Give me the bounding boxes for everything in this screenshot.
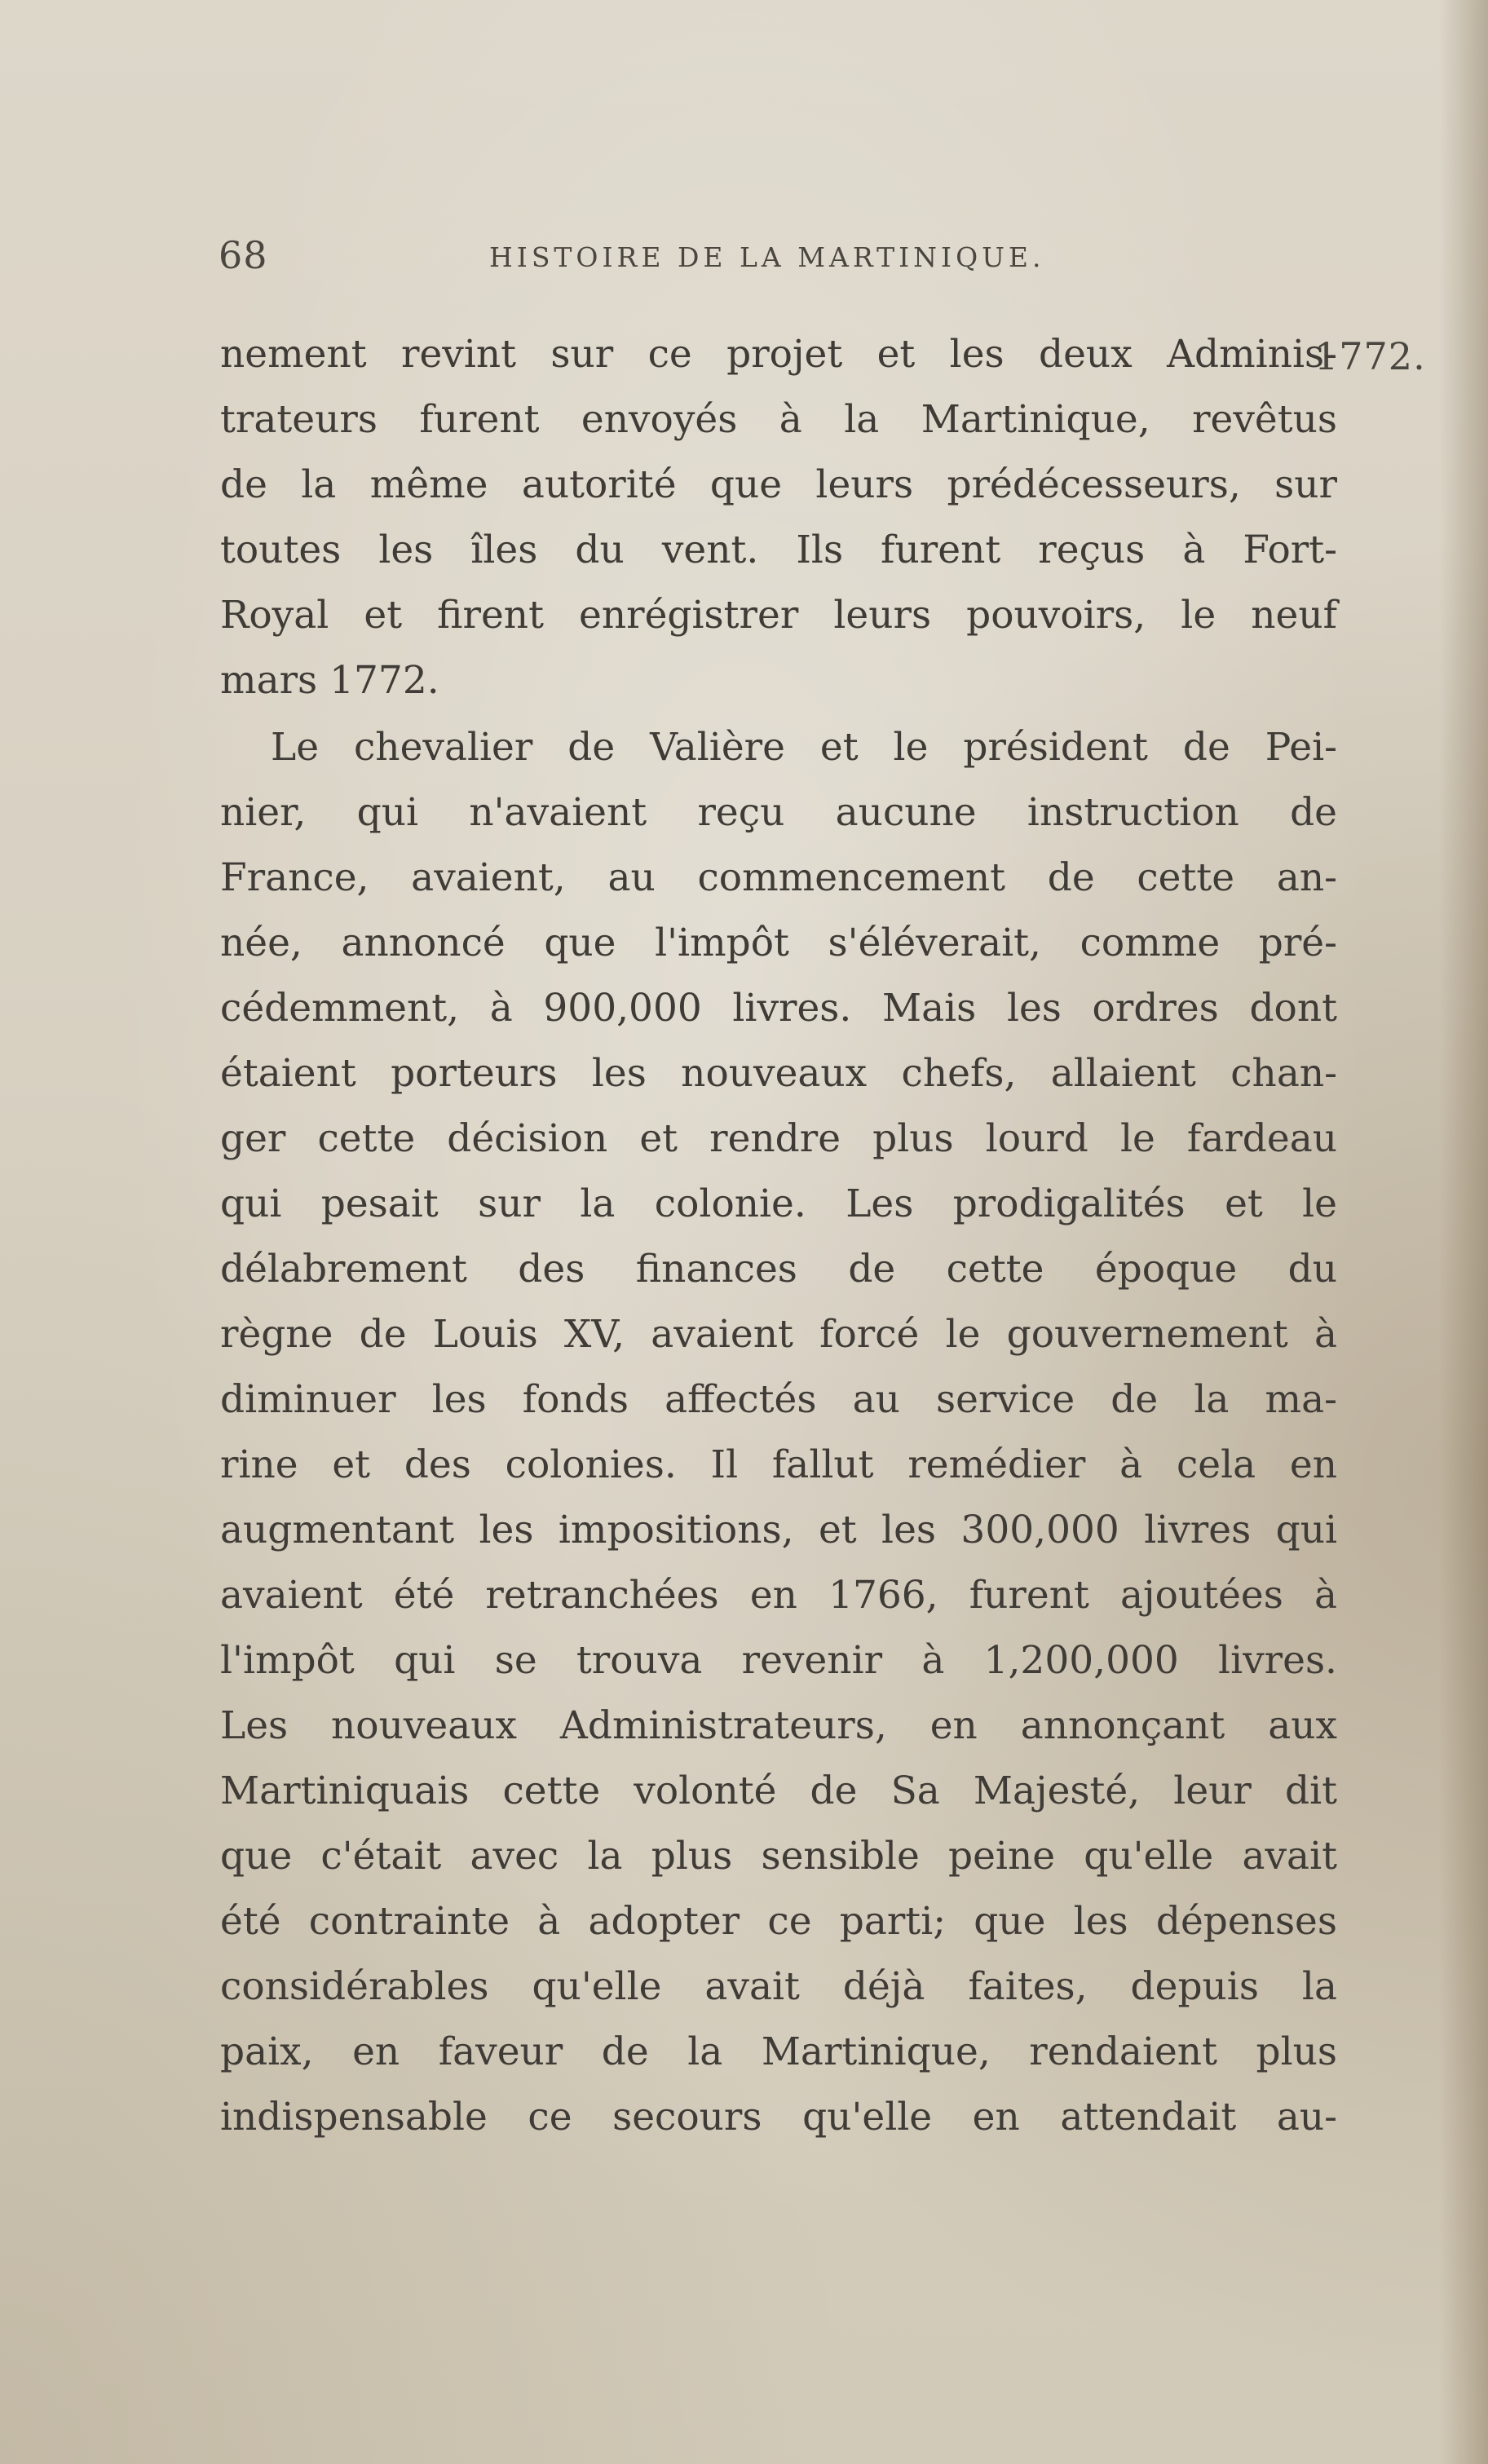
text-line: Les nouveaux Administrateurs, en annonçant aux (220, 1703, 1337, 1748)
text-line: été contrainte à adopter ce parti; que les dépenses (220, 1899, 1337, 1944)
text-line: paix, en faveur de la Martinique, rendaient plus (220, 2029, 1337, 2074)
text-line: cédemment, à 900,000 livres. Mais les ordres dont (220, 986, 1337, 1031)
text-line: nement revint sur ce projet et les deux Adminis- (220, 332, 1337, 377)
text-line: l'impôt qui se trouva revenir à 1,200,000 livres. (220, 1638, 1337, 1683)
text-line: règne de Louis XV, avaient forcé le gouvernement à (220, 1312, 1337, 1357)
text-line: toutes les îles du vent. Ils furent reçus à Fort- (220, 528, 1337, 572)
text-line: de la même autorité que leurs prédécesseurs, sur (220, 462, 1337, 507)
text-line: Le chevalier de Valière et le président de Pei- (271, 725, 1337, 770)
text-line: indispensable ce secours qu'elle en attendait au- (220, 2095, 1337, 2139)
text-line: considérables qu'elle avait déjà faites, depuis la (220, 1964, 1337, 2009)
text-line: mars 1772. (220, 658, 439, 703)
text-line: étaient porteurs les nouveaux chefs, allaient chan- (220, 1051, 1337, 1096)
text-line: qui pesait sur la colonie. Les prodigalités et le (220, 1181, 1337, 1226)
running-head (0, 233, 1488, 282)
page-number: 68 (219, 233, 268, 277)
running-title: HISTOIRE DE LA MARTINIQUE. (489, 241, 1045, 273)
text-line: ger cette décision et rendre plus lourd le fardeau (220, 1116, 1337, 1161)
text-line: Martiniquais cette volonté de Sa Majesté, leur dit (220, 1769, 1337, 1813)
text-line: France, avaient, au commencement de cette an- (220, 855, 1337, 900)
text-line: trateurs furent envoyés à la Martinique, revêtus (220, 397, 1337, 442)
margin-note-year: 1772. (1314, 334, 1426, 378)
text-line: nier, qui n'avaient reçu aucune instruction de (220, 790, 1337, 835)
text-line: rine et des colonies. Il fallut remédier à cela en (220, 1442, 1337, 1487)
text-line: diminuer les fonds affectés au service de la ma- (220, 1377, 1337, 1422)
text-line: que c'était avec la plus sensible peine qu'elle avait (220, 1834, 1337, 1879)
text-line: Royal et firent enrégistrer leurs pouvoirs, le neuf (220, 593, 1337, 638)
text-line: avaient été retranchées en 1766, furent ajoutées à (220, 1573, 1337, 1618)
text-line: née, annoncé que l'impôt s'éléverait, comme pré- (220, 921, 1337, 965)
text-line: délabrement des finances de cette époque du (220, 1247, 1337, 1292)
text-line: augmentant les impositions, et les 300,000 livres qui (220, 1508, 1337, 1552)
page-edge-shadow (1439, 0, 1488, 2464)
